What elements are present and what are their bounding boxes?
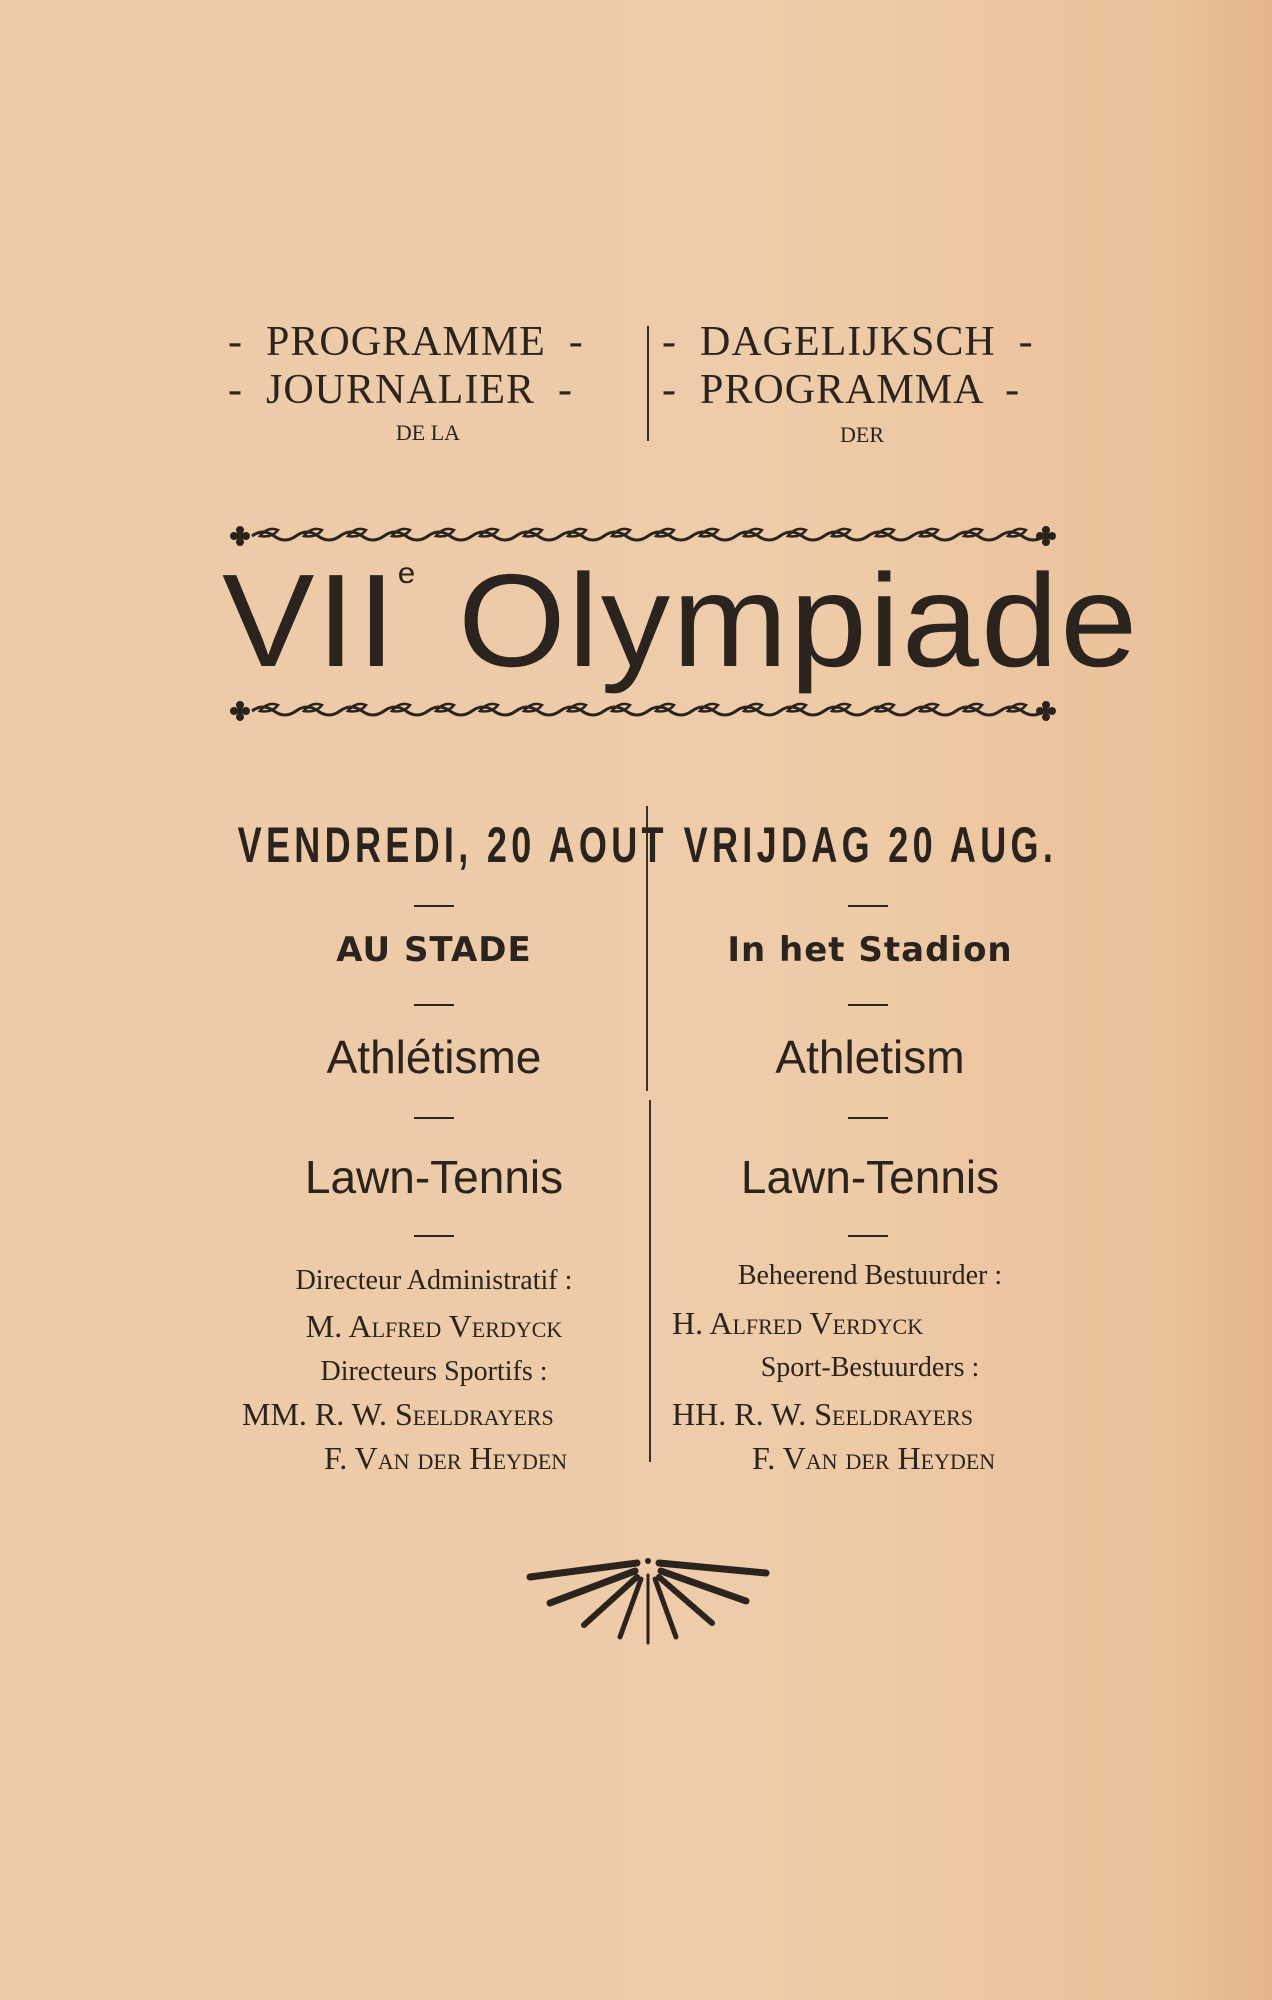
header-right-line3: DER	[840, 422, 884, 447]
header-text: DAGELIJKSCH	[700, 319, 996, 365]
sport-tennis: Lawn-Tennis	[740, 1151, 1000, 1203]
header-divider	[647, 326, 649, 441]
name-admin-director: H. Alfred Verdyck	[672, 1305, 924, 1341]
header-left-line1: - PROGRAMME -	[228, 319, 584, 365]
title-superscript: e	[397, 557, 418, 590]
header-right-line2: - PROGRAMMA -	[662, 367, 1021, 413]
header-left-line3: DE LA	[395, 420, 461, 445]
sport-tennis: Lawn-Tennis	[304, 1151, 564, 1203]
title-word: Olympiade	[458, 547, 1140, 694]
separator-dash	[848, 1004, 888, 1006]
page-title	[222, 545, 1139, 696]
title-numeral: VII	[222, 547, 398, 694]
vine-ornament-bottom	[230, 697, 1056, 725]
role-sport-directors: Directeurs Sportifs :	[320, 1356, 548, 1387]
separator-dash	[848, 1235, 888, 1237]
date-heading: VENDREDI, 20 AOUT	[237, 817, 668, 873]
header-left-line2: - JOURNALIER -	[228, 367, 573, 413]
separator-dash	[414, 1004, 454, 1006]
name-sport-director-2: F. Van der Heyden	[324, 1440, 568, 1476]
role-sport-directors: Sport-Bestuurders :	[760, 1352, 980, 1383]
role-admin-director: Beheerend Bestuurder :	[737, 1260, 1003, 1291]
separator-dash	[848, 1117, 888, 1119]
separator-dash	[414, 905, 454, 907]
header-text: PROGRAMMA	[700, 367, 983, 413]
name-admin-director: M. Alfred Verdyck	[305, 1308, 563, 1344]
sport-athletics: Athletism	[775, 1031, 965, 1083]
separator-dash	[848, 905, 888, 907]
name-sport-director-1: MM. R. W. Seeldrayers	[242, 1396, 554, 1432]
name-sport-director-1: HH. R. W. Seeldrayers	[672, 1396, 974, 1432]
separator-dash	[414, 1117, 454, 1119]
header-right-line1: - DAGELIJKSCH -	[662, 319, 1034, 365]
date-heading: VRIJDAG 20 AUG.	[683, 817, 1057, 873]
role-admin-director: Directeur Administratif :	[295, 1265, 573, 1296]
sunburst-ornament-icon	[520, 1555, 776, 1645]
header-text: PROGRAMME	[266, 319, 546, 365]
sport-athletics: Athlétisme	[326, 1031, 542, 1083]
name-sport-director-2: F. Van der Heyden	[752, 1440, 996, 1476]
separator-dash	[414, 1235, 454, 1237]
venue: In het Stadion	[727, 930, 1013, 970]
venue: AU STADE	[336, 930, 532, 970]
header-text: JOURNALIER	[266, 367, 535, 413]
